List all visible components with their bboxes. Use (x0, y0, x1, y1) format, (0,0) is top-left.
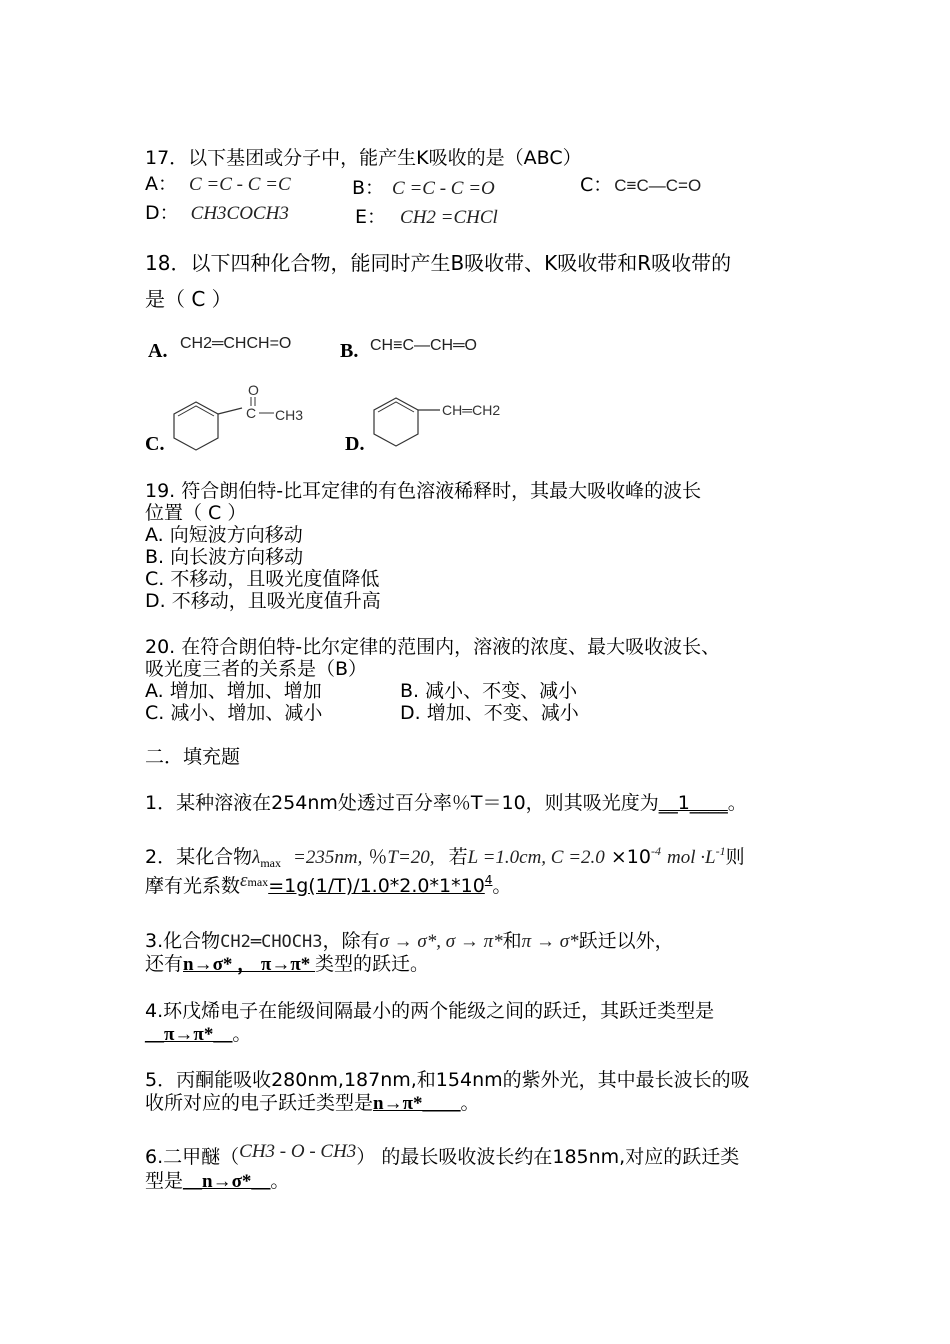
fill-6-line2: 型是__n→σ*__。 (145, 1170, 290, 1192)
q20-stem-line1: 20. 在符合朗伯特-比尔定律的范围内，溶液的浓度、最大吸收波长、 (145, 636, 721, 658)
fill-5-line1: 5．丙酮能吸收280nm,187nm,和154nm的紫外光，其中最长波长的吸 (145, 1069, 750, 1091)
fill-3-line2: 还有n→σ* ， π→π* 类型的跃迁。 (145, 953, 430, 975)
fill-6-line1: 6.二甲醚（CH3 - O - CH3） 的最长吸收波长约在185nm,对应的跃迁类 (145, 1141, 740, 1168)
styrene-structure (370, 390, 520, 454)
carbonyl-carbon: C (246, 405, 257, 421)
fill-4-line2: __π→π*__。 (145, 1023, 252, 1045)
q19-stem-line2: 位置（ C ） (145, 502, 247, 524)
q20-option-d: D. 增加、不变、减小 (400, 702, 579, 724)
fill-5-answer: n→π*____ (373, 1093, 461, 1114)
fill-2-answer: =1g(1/T)/1.0*2.0*1*10 (268, 875, 485, 897)
q18-option-b-formula: CH≡C—CH═O (370, 337, 477, 354)
q18-option-d-label: D. (345, 433, 365, 455)
fill-6-answer: __n→σ*__ (183, 1171, 271, 1192)
fill-4-line1: 4.环戊烯电子在能级间隔最小的两个能级之间的跃迁，其跃迁类型是 (145, 1000, 715, 1022)
q17-option-e: E： CH2 =CHCl (355, 206, 498, 228)
q17-option-c: C： C≡C—C=O (580, 174, 702, 196)
q19-option-d: D. 不移动，且吸光度值升高 (145, 590, 381, 612)
fill-5-line2: 收所对应的电子跃迁类型是n→π*____。 (145, 1092, 480, 1114)
q19-option-b: B. 向长波方向移动 (145, 546, 304, 568)
q19-option-c: C. 不移动，且吸光度值降低 (145, 568, 380, 590)
q20-option-c: C. 减小、增加、减小 (145, 702, 323, 724)
q18-stem-line2: 是（ C ） (145, 287, 232, 311)
q17-option-b: B： C =C - C =O (352, 177, 495, 199)
q18-option-a-label: A. (148, 340, 168, 362)
q18-option-b-label: B. (340, 340, 359, 362)
acetophenone-structure (168, 382, 318, 454)
fill-1: 1．某种溶液在254nm处透过百分率％T＝10，则其吸光度为__1____。 (145, 792, 747, 814)
fill-3-answer: n→σ* ， π→π* (183, 954, 315, 975)
q17-option-d: D： CH3COCH3 (145, 202, 289, 224)
methyl-group: CH3 (275, 407, 304, 423)
vinyl-group: CH═CH2 (442, 402, 501, 418)
fill-3-line1: 3.化合物CH2═CHOCH3，除有σ → σ*, σ → π*和π → σ*跃迁以外， (145, 930, 674, 952)
fill-1-answer: __1____ (658, 792, 728, 814)
q18-stem-line1: 18．以下四种化合物，能同时产生B吸收带、K吸收带和R吸收带的 (145, 251, 732, 275)
q20-option-a: A. 增加、增加、增加 (145, 680, 322, 702)
q17-stem: 17．以下基团或分子中，能产生K吸收的是（ABC） (145, 147, 582, 169)
q19-stem-line1: 19. 符合朗伯特-比耳定律的有色溶液稀释时，其最大吸收峰的波长 (145, 480, 702, 502)
q19-option-a: A. 向短波方向移动 (145, 524, 303, 546)
fill-4-answer: __π→π*__ (145, 1024, 233, 1045)
q18-option-a-formula: CH2═CHCH=O (180, 335, 292, 352)
q17-option-a: A： C =C - C =C (145, 173, 291, 195)
carbonyl-oxygen: O (248, 382, 259, 398)
q20-stem-line2: 吸光度三者的关系是（B） (145, 658, 368, 680)
q20-option-b: B. 减小、不变、减小 (400, 680, 578, 702)
section-title: 二．填充题 (145, 746, 241, 768)
fill-2-line1: 2．某化合物$\lambda_{max} =235nm$, ％T=20, 若L =1.0cm, $C =2.0 \times 10^{-4}$ mol $\cdot L^{-1}$则 (145, 844, 745, 870)
q18-option-c-label: C. (145, 433, 165, 455)
fill-2-line2: 摩有光系数$\varepsilon^{max}=1g(1/T)/1.0*2.0*1*10^4$。 (145, 870, 512, 897)
